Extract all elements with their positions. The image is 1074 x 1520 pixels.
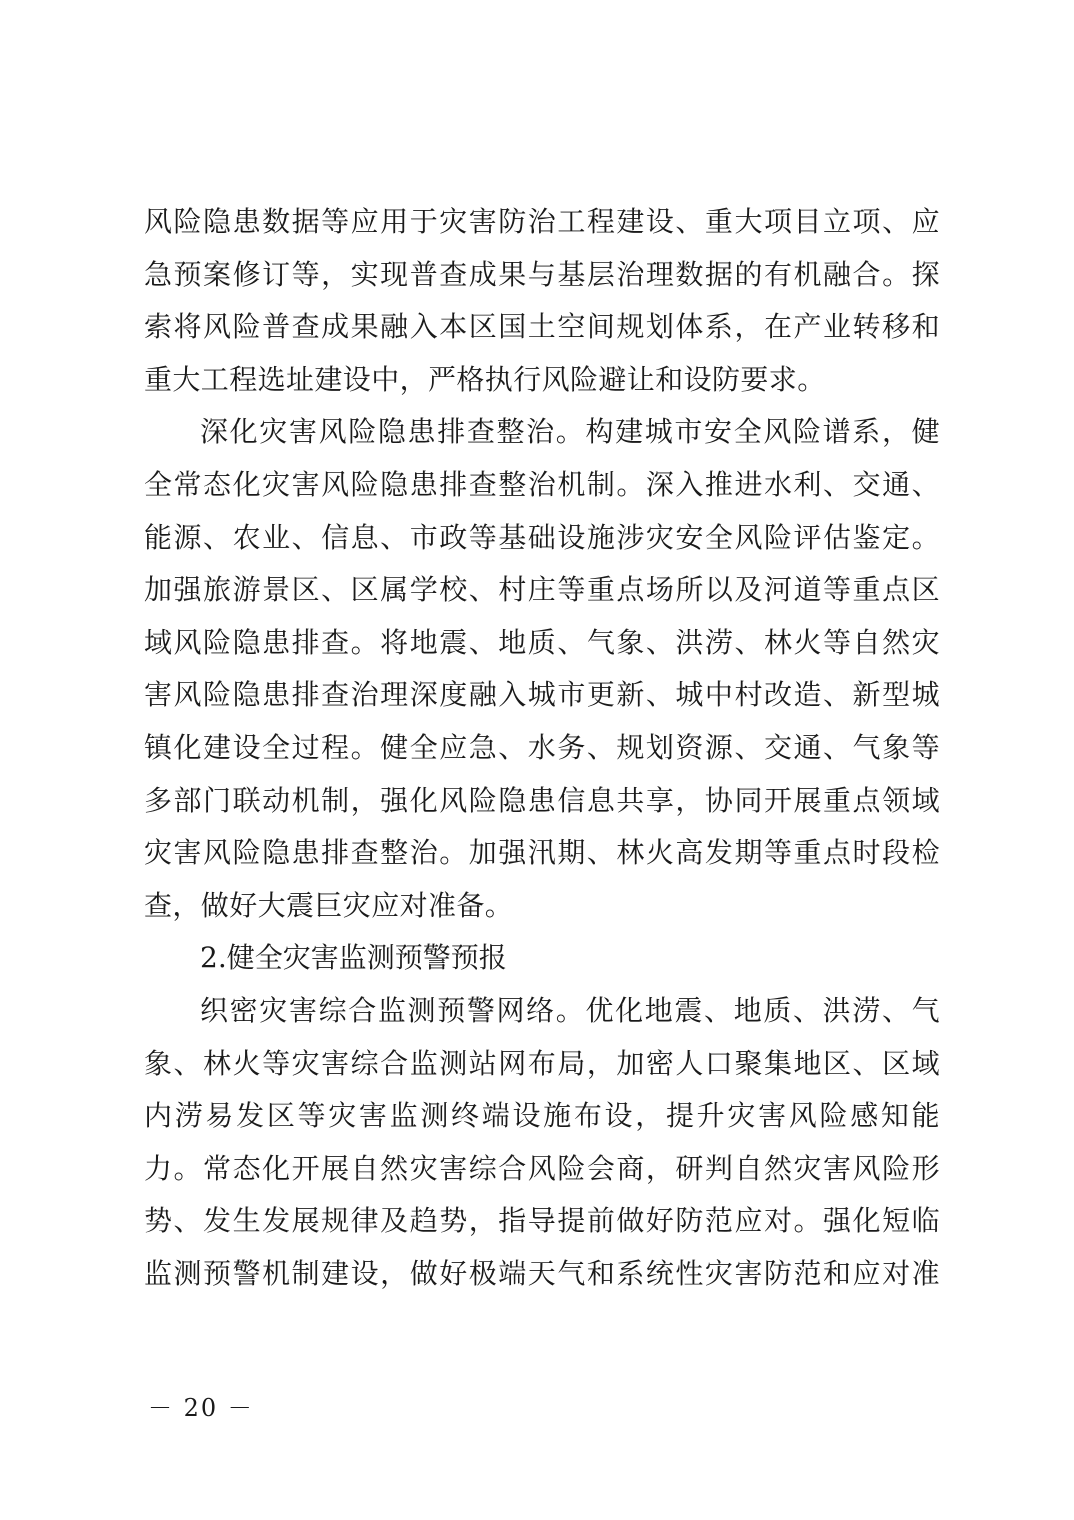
page-number: － 20 －: [148, 1394, 254, 1422]
text-line: 查，做好大震巨灾应对准备。: [144, 888, 514, 922]
section-heading: 2.健全灾害监测预警预报: [200, 941, 507, 975]
text-line: 风险隐患数据等应用于灾害防治工程建设、重大项目立项、应: [144, 205, 940, 238]
text-line: 全常态化灾害风险隐患排查整治机制。深入推进水利、交通、: [144, 467, 940, 501]
text-line: 域风险隐患排查。将地震、地质、气象、洪涝、林火等自然灾: [144, 625, 940, 659]
paragraph-2: [144, 406, 940, 932]
text-line: 加强旅游景区、区属学校、村庄等重点场所以及河道等重点区: [144, 573, 940, 607]
text-line: 象、林火等灾害综合监测站网布局，加密人口聚集地区、区域: [144, 1046, 940, 1080]
text-line: 力。常态化开展自然灾害综合风险会商，研判自然灾害风险形: [144, 1151, 940, 1185]
text-line: 害风险隐患排查治理深度融入城市更新、城中村改造、新型城: [144, 678, 940, 712]
text-line: 灾害风险隐患排查整治。加强汛期、林火高发期等重点时段检: [144, 836, 940, 870]
text-line: 内涝易发区等灾害监测终端设施布设，提升灾害风险感知能: [144, 1099, 940, 1133]
text-line: 监测预警机制建设，做好极端天气和系统性灾害防范和应对准: [144, 1256, 940, 1290]
paragraph-1: [144, 196, 940, 406]
text-line: 重大工程选址建设中，严格执行风险避让和设防要求。: [144, 362, 826, 396]
paragraph-3: [144, 985, 940, 1301]
text-line: 镇化建设全过程。健全应急、水务、规划资源、交通、气象等: [144, 730, 940, 764]
text-line: 织密灾害综合监测预警网络。优化地震、地质、洪涝、气: [200, 993, 940, 1027]
text-line: 势、发生发展规律及趋势，指导提前做好防范应对。强化短临: [144, 1204, 940, 1238]
text-line: 索将风险普查成果融入本区国土空间规划体系，在产业转移和: [144, 310, 940, 344]
text-line: 急预案修订等，实现普查成果与基层治理数据的有机融合。探: [144, 257, 940, 291]
text-line: 多部门联动机制，强化风险隐患信息共享，协同开展重点领域: [144, 783, 940, 817]
document-body: [144, 196, 940, 1300]
text-line: 深化灾害风险隐患排查整治。构建城市安全风险谱系，健: [200, 415, 940, 449]
text-line: 能源、农业、信息、市政等基础设施涉灾安全风险评估鉴定。: [144, 520, 940, 554]
